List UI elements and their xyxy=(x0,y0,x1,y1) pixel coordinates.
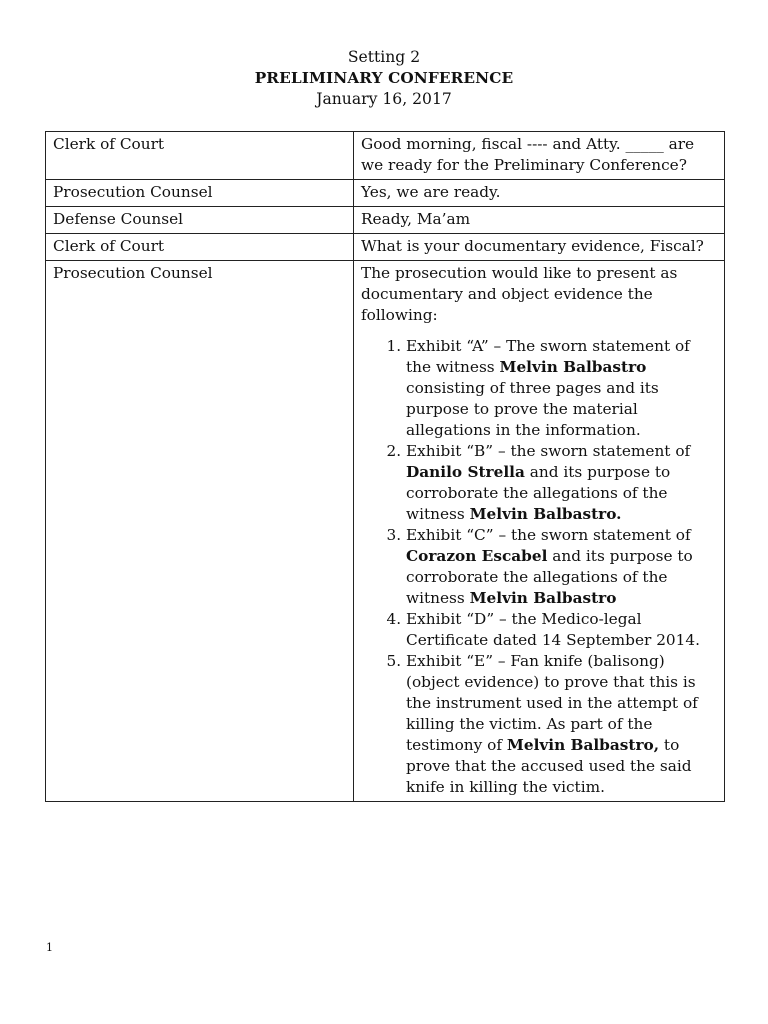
dialogue-cell xyxy=(354,261,725,802)
dialogue-cell: Yes, we are ready. xyxy=(354,180,725,207)
exhibit-item-e: 5. Exhibit “E” – Fan knife (balisong) (object evidence) to prove that this is the instrument used in the attempt of killing the victim. As part of the testimony of Melvin Balbastro, to prove that the accused used the said knife in killing the victim. xyxy=(406,651,718,798)
table-row xyxy=(46,132,725,180)
document-date: January 16, 2017 xyxy=(316,90,452,108)
page-number: 1 xyxy=(46,941,53,954)
speaker-cell: Prosecution Counsel xyxy=(46,180,354,207)
conference-script-table xyxy=(45,131,725,802)
dialogue-cell: Ready, Ma’am xyxy=(354,207,725,234)
dialogue-cell: What is your documentary evidence, Fiscal? xyxy=(354,234,725,261)
document-title: PRELIMINARY CONFERENCE xyxy=(254,69,514,87)
table-row xyxy=(46,207,725,234)
speaker-cell: Clerk of Court xyxy=(46,132,354,180)
document-header xyxy=(0,47,768,110)
exhibit-item-b: 2. Exhibit “B” – the sworn statement of Danilo Strella and its purpose to corroborate the allegations of the witness Melvin Balbastro. xyxy=(406,441,718,525)
table-row xyxy=(46,261,725,802)
evidence-intro: The prosecution would like to present as documentary and object evidence the following: xyxy=(361,264,678,324)
exhibit-item-c: 3. Exhibit “C” – the sworn statement of Corazon Escabel and its purpose to corroborate the allegations of the witness Melvin Balbastro xyxy=(406,525,718,609)
speaker-cell: Defense Counsel xyxy=(46,207,354,234)
dialogue-cell: Good morning, fiscal ---- and Atty. _____ are we ready for the Preliminary Conference? xyxy=(354,132,725,180)
speaker-cell: Clerk of Court xyxy=(46,234,354,261)
table-row xyxy=(46,180,725,207)
setting-label: Setting 2 xyxy=(347,48,421,66)
speaker-cell: Prosecution Counsel xyxy=(46,261,354,802)
exhibit-list xyxy=(361,336,718,798)
exhibit-item-d: 4. Exhibit “D” – the Medico-legal Certificate dated 14 September 2014. xyxy=(406,609,718,651)
table-row xyxy=(46,234,725,261)
exhibit-item-a: 1. Exhibit “A” – The sworn statement of the witness Melvin Balbastro consisting of three pages and its purpose to prove the material allegations in the information. xyxy=(406,336,718,441)
